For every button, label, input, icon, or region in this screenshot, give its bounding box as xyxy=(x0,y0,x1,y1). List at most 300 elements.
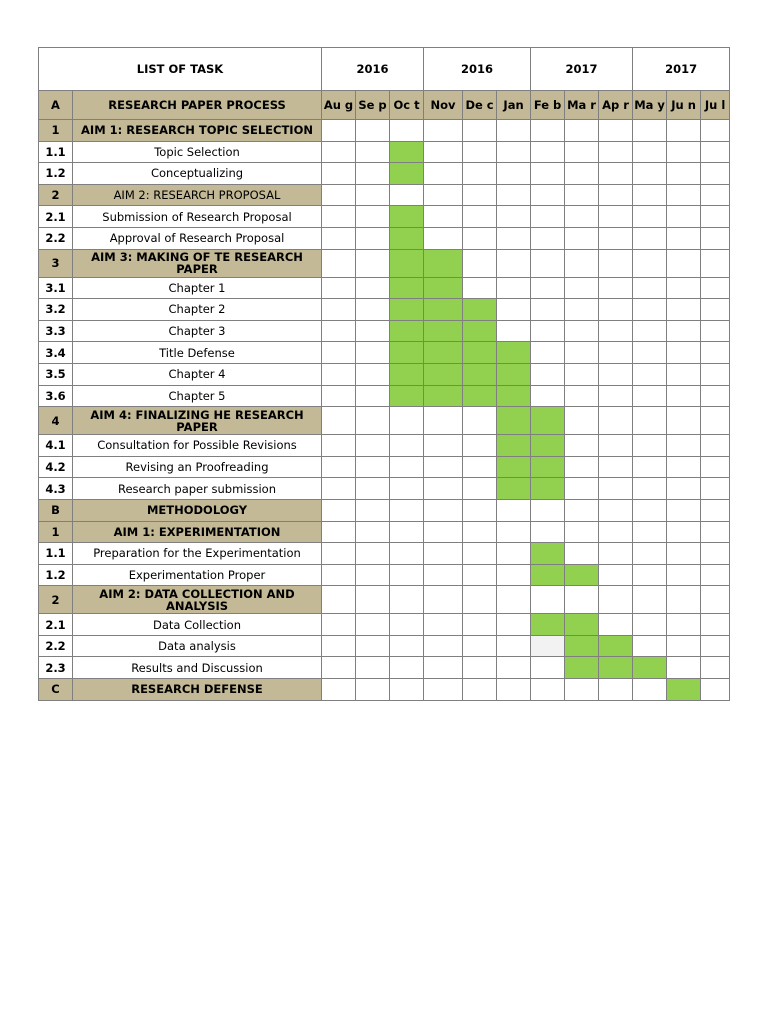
gantt-empty-cell xyxy=(356,614,390,636)
gantt-empty-cell xyxy=(565,385,599,407)
gantt-bar-cell xyxy=(424,249,463,277)
gantt-empty-cell xyxy=(463,543,497,565)
gantt-empty-cell xyxy=(497,564,531,586)
gantt-empty-cell xyxy=(390,478,424,500)
section-row xyxy=(39,184,730,206)
gantt-empty-cell xyxy=(633,363,667,385)
gantt-empty-cell xyxy=(463,141,497,163)
gantt-bar-cell xyxy=(390,163,424,185)
gantt-bar-cell xyxy=(390,299,424,321)
gantt-bar-cell xyxy=(390,141,424,163)
gantt-empty-cell xyxy=(497,227,531,249)
gantt-empty-cell xyxy=(356,363,390,385)
gantt-bar-cell xyxy=(565,657,599,679)
gantt-empty-cell xyxy=(497,184,531,206)
gantt-body xyxy=(39,120,730,701)
gantt-empty-cell xyxy=(667,407,701,435)
gantt-empty-cell xyxy=(667,184,701,206)
month-header: Au g xyxy=(322,91,356,120)
gantt-empty-cell xyxy=(497,120,531,142)
gantt-empty-cell xyxy=(667,206,701,228)
gantt-empty-cell xyxy=(322,163,356,185)
task-id-cell: 4.3 xyxy=(39,478,73,500)
task-name-cell: Topic Selection xyxy=(73,141,322,163)
gantt-empty-cell xyxy=(463,456,497,478)
gantt-bar-cell xyxy=(390,342,424,364)
gantt-empty-cell xyxy=(701,499,730,521)
month-header: De c xyxy=(463,91,497,120)
task-id-cell: B xyxy=(39,499,73,521)
month-header: Nov xyxy=(424,91,463,120)
gantt-empty-cell xyxy=(599,499,633,521)
year-header: 2017 xyxy=(633,48,730,91)
year-header: 2017 xyxy=(531,48,633,91)
gantt-empty-cell xyxy=(667,521,701,543)
gantt-bar-cell xyxy=(390,385,424,407)
task-id-cell: 2.3 xyxy=(39,657,73,679)
gantt-empty-cell xyxy=(599,184,633,206)
gantt-empty-cell xyxy=(424,679,463,701)
gantt-empty-cell xyxy=(531,635,565,657)
task-row xyxy=(39,141,730,163)
task-name-cell: Data Collection xyxy=(73,614,322,636)
month-header: Oc t xyxy=(390,91,424,120)
gantt-bar-cell xyxy=(463,320,497,342)
task-id-cell: 3.1 xyxy=(39,277,73,299)
gantt-empty-cell xyxy=(599,564,633,586)
gantt-empty-cell xyxy=(667,543,701,565)
gantt-empty-cell xyxy=(463,249,497,277)
gantt-empty-cell xyxy=(322,320,356,342)
gantt-empty-cell xyxy=(322,586,356,614)
gantt-empty-cell xyxy=(667,249,701,277)
gantt-empty-cell xyxy=(356,120,390,142)
gantt-empty-cell xyxy=(497,586,531,614)
gantt-empty-cell xyxy=(356,277,390,299)
task-row xyxy=(39,456,730,478)
gantt-bar-cell xyxy=(390,363,424,385)
task-id-cell: 1.2 xyxy=(39,163,73,185)
task-row xyxy=(39,299,730,321)
task-id-cell: 3.5 xyxy=(39,363,73,385)
gantt-empty-cell xyxy=(463,163,497,185)
gantt-empty-cell xyxy=(424,478,463,500)
gantt-empty-cell xyxy=(599,456,633,478)
gantt-empty-cell xyxy=(701,277,730,299)
gantt-empty-cell xyxy=(565,499,599,521)
gantt-empty-cell xyxy=(356,299,390,321)
gantt-empty-cell xyxy=(356,385,390,407)
gantt-empty-cell xyxy=(667,342,701,364)
month-header: Se p xyxy=(356,91,390,120)
task-id-cell: 4.2 xyxy=(39,456,73,478)
gantt-empty-cell xyxy=(322,184,356,206)
gantt-empty-cell xyxy=(424,543,463,565)
gantt-empty-cell xyxy=(463,184,497,206)
gantt-empty-cell xyxy=(701,184,730,206)
gantt-empty-cell xyxy=(531,499,565,521)
month-header: Ju l xyxy=(701,91,730,120)
gantt-empty-cell xyxy=(531,120,565,142)
gantt-empty-cell xyxy=(701,679,730,701)
year-header: 2016 xyxy=(322,48,424,91)
gantt-empty-cell xyxy=(667,385,701,407)
gantt-empty-cell xyxy=(701,521,730,543)
gantt-bar-cell xyxy=(497,478,531,500)
gantt-empty-cell xyxy=(463,277,497,299)
gantt-empty-cell xyxy=(463,227,497,249)
task-row xyxy=(39,342,730,364)
task-name-cell: Chapter 4 xyxy=(73,363,322,385)
gantt-bar-cell xyxy=(565,564,599,586)
task-name-cell: Experimentation Proper xyxy=(73,564,322,586)
gantt-empty-cell xyxy=(356,249,390,277)
gantt-empty-cell xyxy=(463,635,497,657)
task-id-cell: 3 xyxy=(39,249,73,277)
gantt-empty-cell xyxy=(424,657,463,679)
gantt-empty-cell xyxy=(633,679,667,701)
task-id-cell: 2.1 xyxy=(39,206,73,228)
task-row xyxy=(39,478,730,500)
gantt-empty-cell xyxy=(424,184,463,206)
gantt-empty-cell xyxy=(667,163,701,185)
gantt-empty-cell xyxy=(531,163,565,185)
gantt-empty-cell xyxy=(565,456,599,478)
gantt-empty-cell xyxy=(531,385,565,407)
gantt-bar-cell xyxy=(424,342,463,364)
gantt-empty-cell xyxy=(667,635,701,657)
gantt-empty-cell xyxy=(633,543,667,565)
gantt-empty-cell xyxy=(565,342,599,364)
gantt-bar-cell xyxy=(390,277,424,299)
gantt-empty-cell xyxy=(701,478,730,500)
gantt-empty-cell xyxy=(667,120,701,142)
task-row xyxy=(39,320,730,342)
gantt-empty-cell xyxy=(667,499,701,521)
gantt-empty-cell xyxy=(565,184,599,206)
gantt-empty-cell xyxy=(599,299,633,321)
gantt-empty-cell xyxy=(463,564,497,586)
gantt-empty-cell xyxy=(322,564,356,586)
gantt-empty-cell xyxy=(390,499,424,521)
month-header: Ju n xyxy=(667,91,701,120)
gantt-empty-cell xyxy=(424,435,463,457)
gantt-empty-cell xyxy=(322,521,356,543)
gantt-empty-cell xyxy=(356,206,390,228)
gantt-empty-cell xyxy=(565,363,599,385)
task-name-cell: Conceptualizing xyxy=(73,163,322,185)
section-id-cell: A xyxy=(39,91,73,120)
gantt-empty-cell xyxy=(463,206,497,228)
gantt-bar-cell xyxy=(463,299,497,321)
gantt-empty-cell xyxy=(565,586,599,614)
gantt-empty-cell xyxy=(633,163,667,185)
gantt-empty-cell xyxy=(356,657,390,679)
gantt-empty-cell xyxy=(322,342,356,364)
gantt-empty-cell xyxy=(463,657,497,679)
gantt-bar-cell xyxy=(531,543,565,565)
gantt-empty-cell xyxy=(322,499,356,521)
gantt-empty-cell xyxy=(322,141,356,163)
gantt-empty-cell xyxy=(390,635,424,657)
gantt-bar-cell xyxy=(497,456,531,478)
gantt-empty-cell xyxy=(667,299,701,321)
task-id-cell: 4 xyxy=(39,407,73,435)
task-name-cell: Preparation for the Experimentation xyxy=(73,543,322,565)
gantt-empty-cell xyxy=(322,120,356,142)
gantt-empty-cell xyxy=(322,635,356,657)
section-row xyxy=(39,120,730,142)
gantt-empty-cell xyxy=(322,299,356,321)
gantt-empty-cell xyxy=(497,657,531,679)
gantt-bar-cell xyxy=(424,385,463,407)
gantt-empty-cell xyxy=(667,614,701,636)
gantt-empty-cell xyxy=(565,543,599,565)
gantt-empty-cell xyxy=(463,499,497,521)
gantt-empty-cell xyxy=(701,657,730,679)
gantt-empty-cell xyxy=(633,249,667,277)
gantt-empty-cell xyxy=(633,342,667,364)
gantt-empty-cell xyxy=(356,435,390,457)
gantt-empty-cell xyxy=(701,141,730,163)
gantt-empty-cell xyxy=(390,614,424,636)
gantt-empty-cell xyxy=(701,407,730,435)
task-row xyxy=(39,614,730,636)
task-name-cell: Chapter 1 xyxy=(73,277,322,299)
gantt-empty-cell xyxy=(497,679,531,701)
section-title-cell: RESEARCH PAPER PROCESS xyxy=(73,91,322,120)
gantt-empty-cell xyxy=(322,277,356,299)
task-name-cell: AIM 4: FINALIZING HE RESEARCH PAPER xyxy=(73,407,322,435)
gantt-empty-cell xyxy=(356,564,390,586)
gantt-empty-cell xyxy=(497,320,531,342)
month-header: Ap r xyxy=(599,91,633,120)
gantt-bar-cell xyxy=(497,407,531,435)
gantt-empty-cell xyxy=(565,163,599,185)
gantt-empty-cell xyxy=(322,363,356,385)
gantt-empty-cell xyxy=(701,249,730,277)
gantt-empty-cell xyxy=(633,184,667,206)
gantt-empty-cell xyxy=(633,564,667,586)
gantt-bar-cell xyxy=(424,320,463,342)
gantt-empty-cell xyxy=(463,614,497,636)
gantt-empty-cell xyxy=(565,227,599,249)
gantt-bar-cell xyxy=(497,342,531,364)
task-row xyxy=(39,163,730,185)
gantt-empty-cell xyxy=(531,277,565,299)
gantt-empty-cell xyxy=(390,564,424,586)
gantt-empty-cell xyxy=(531,586,565,614)
gantt-empty-cell xyxy=(633,521,667,543)
gantt-bar-cell xyxy=(565,614,599,636)
gantt-empty-cell xyxy=(531,657,565,679)
gantt-empty-cell xyxy=(633,478,667,500)
gantt-empty-cell xyxy=(390,657,424,679)
gantt-empty-cell xyxy=(701,206,730,228)
gantt-empty-cell xyxy=(667,227,701,249)
gantt-empty-cell xyxy=(701,227,730,249)
gantt-empty-cell xyxy=(565,299,599,321)
task-name-cell: Results and Discussion xyxy=(73,657,322,679)
task-name-cell: Research paper submission xyxy=(73,478,322,500)
gantt-empty-cell xyxy=(322,249,356,277)
gantt-bar-cell xyxy=(424,363,463,385)
month-header: Ma r xyxy=(565,91,599,120)
gantt-empty-cell xyxy=(633,277,667,299)
gantt-empty-cell xyxy=(701,614,730,636)
gantt-empty-cell xyxy=(497,249,531,277)
task-id-cell: C xyxy=(39,679,73,701)
gantt-empty-cell xyxy=(633,407,667,435)
month-header: Fe b xyxy=(531,91,565,120)
gantt-empty-cell xyxy=(599,120,633,142)
gantt-empty-cell xyxy=(701,435,730,457)
gantt-empty-cell xyxy=(424,635,463,657)
gantt-empty-cell xyxy=(599,277,633,299)
month-header: Jan xyxy=(497,91,531,120)
gantt-empty-cell xyxy=(701,543,730,565)
gantt-bar-cell xyxy=(463,385,497,407)
gantt-empty-cell xyxy=(633,299,667,321)
gantt-bar-cell xyxy=(390,320,424,342)
gantt-empty-cell xyxy=(701,120,730,142)
gantt-empty-cell xyxy=(565,478,599,500)
gantt-empty-cell xyxy=(356,227,390,249)
gantt-empty-cell xyxy=(424,120,463,142)
task-name-cell: Title Defense xyxy=(73,342,322,364)
gantt-empty-cell xyxy=(599,342,633,364)
gantt-empty-cell xyxy=(565,206,599,228)
gantt-empty-cell xyxy=(633,456,667,478)
gantt-empty-cell xyxy=(565,435,599,457)
gantt-empty-cell xyxy=(424,564,463,586)
task-name-cell: RESEARCH DEFENSE xyxy=(73,679,322,701)
gantt-bar-cell xyxy=(531,478,565,500)
gantt-empty-cell xyxy=(565,521,599,543)
gantt-empty-cell xyxy=(356,586,390,614)
gantt-empty-cell xyxy=(633,635,667,657)
gantt-empty-cell xyxy=(633,227,667,249)
gantt-empty-cell xyxy=(463,679,497,701)
task-name-cell: Chapter 5 xyxy=(73,385,322,407)
task-name-cell: METHODOLOGY xyxy=(73,499,322,521)
task-id-cell: 1.2 xyxy=(39,564,73,586)
task-name-cell: Chapter 2 xyxy=(73,299,322,321)
gantt-empty-cell xyxy=(497,299,531,321)
gantt-bar-cell xyxy=(531,456,565,478)
task-row xyxy=(39,227,730,249)
gantt-empty-cell xyxy=(390,407,424,435)
section-row xyxy=(39,521,730,543)
gantt-bar-cell xyxy=(565,635,599,657)
gantt-empty-cell xyxy=(599,679,633,701)
gantt-empty-cell xyxy=(701,320,730,342)
gantt-empty-cell xyxy=(497,499,531,521)
gantt-empty-cell xyxy=(667,363,701,385)
gantt-empty-cell xyxy=(599,363,633,385)
gantt-empty-cell xyxy=(701,456,730,478)
gantt-empty-cell xyxy=(599,249,633,277)
gantt-empty-cell xyxy=(463,407,497,435)
gantt-empty-cell xyxy=(565,120,599,142)
gantt-bar-cell xyxy=(390,206,424,228)
gantt-empty-cell xyxy=(497,206,531,228)
gantt-empty-cell xyxy=(322,679,356,701)
gantt-empty-cell xyxy=(701,385,730,407)
gantt-empty-cell xyxy=(599,543,633,565)
task-id-cell: 1 xyxy=(39,120,73,142)
gantt-bar-cell xyxy=(424,277,463,299)
gantt-empty-cell xyxy=(424,456,463,478)
gantt-empty-cell xyxy=(322,543,356,565)
gantt-bar-cell xyxy=(497,363,531,385)
gantt-empty-cell xyxy=(356,635,390,657)
gantt-empty-cell xyxy=(531,320,565,342)
gantt-bar-cell xyxy=(599,635,633,657)
task-row xyxy=(39,206,730,228)
gantt-empty-cell xyxy=(701,163,730,185)
task-id-cell: 3.6 xyxy=(39,385,73,407)
gantt-empty-cell xyxy=(497,635,531,657)
gantt-empty-cell xyxy=(565,277,599,299)
gantt-bar-cell xyxy=(390,227,424,249)
gantt-empty-cell xyxy=(633,435,667,457)
gantt-empty-cell xyxy=(390,120,424,142)
gantt-empty-cell xyxy=(424,521,463,543)
gantt-empty-cell xyxy=(565,249,599,277)
gantt-empty-cell xyxy=(424,227,463,249)
gantt-empty-cell xyxy=(390,586,424,614)
gantt-empty-cell xyxy=(356,141,390,163)
gantt-empty-cell xyxy=(599,227,633,249)
gantt-empty-cell xyxy=(599,141,633,163)
gantt-empty-cell xyxy=(463,478,497,500)
task-name-cell: Data analysis xyxy=(73,635,322,657)
gantt-empty-cell xyxy=(322,435,356,457)
task-id-cell: 1 xyxy=(39,521,73,543)
task-name-cell: Submission of Research Proposal xyxy=(73,206,322,228)
task-name-cell: AIM 1: EXPERIMENTATION xyxy=(73,521,322,543)
task-name-cell: AIM 1: RESEARCH TOPIC SELECTION xyxy=(73,120,322,142)
month-header-row xyxy=(39,91,730,120)
gantt-empty-cell xyxy=(531,342,565,364)
gantt-empty-cell xyxy=(633,120,667,142)
task-name-cell: AIM 2: DATA COLLECTION AND ANALYSIS xyxy=(73,586,322,614)
task-row xyxy=(39,277,730,299)
gantt-empty-cell xyxy=(667,456,701,478)
gantt-empty-cell xyxy=(322,456,356,478)
gantt-bar-cell xyxy=(531,564,565,586)
gantt-empty-cell xyxy=(667,478,701,500)
task-row xyxy=(39,543,730,565)
task-id-cell: 2 xyxy=(39,184,73,206)
gantt-empty-cell xyxy=(390,543,424,565)
gantt-empty-cell xyxy=(599,478,633,500)
gantt-empty-cell xyxy=(633,385,667,407)
gantt-empty-cell xyxy=(497,163,531,185)
gantt-bar-cell xyxy=(531,407,565,435)
gantt-empty-cell xyxy=(463,120,497,142)
task-name-cell: Consultation for Possible Revisions xyxy=(73,435,322,457)
task-id-cell: 1.1 xyxy=(39,543,73,565)
gantt-empty-cell xyxy=(701,363,730,385)
gantt-empty-cell xyxy=(565,407,599,435)
gantt-empty-cell xyxy=(531,679,565,701)
gantt-empty-cell xyxy=(531,184,565,206)
task-row xyxy=(39,385,730,407)
gantt-empty-cell xyxy=(599,206,633,228)
gantt-empty-cell xyxy=(356,499,390,521)
